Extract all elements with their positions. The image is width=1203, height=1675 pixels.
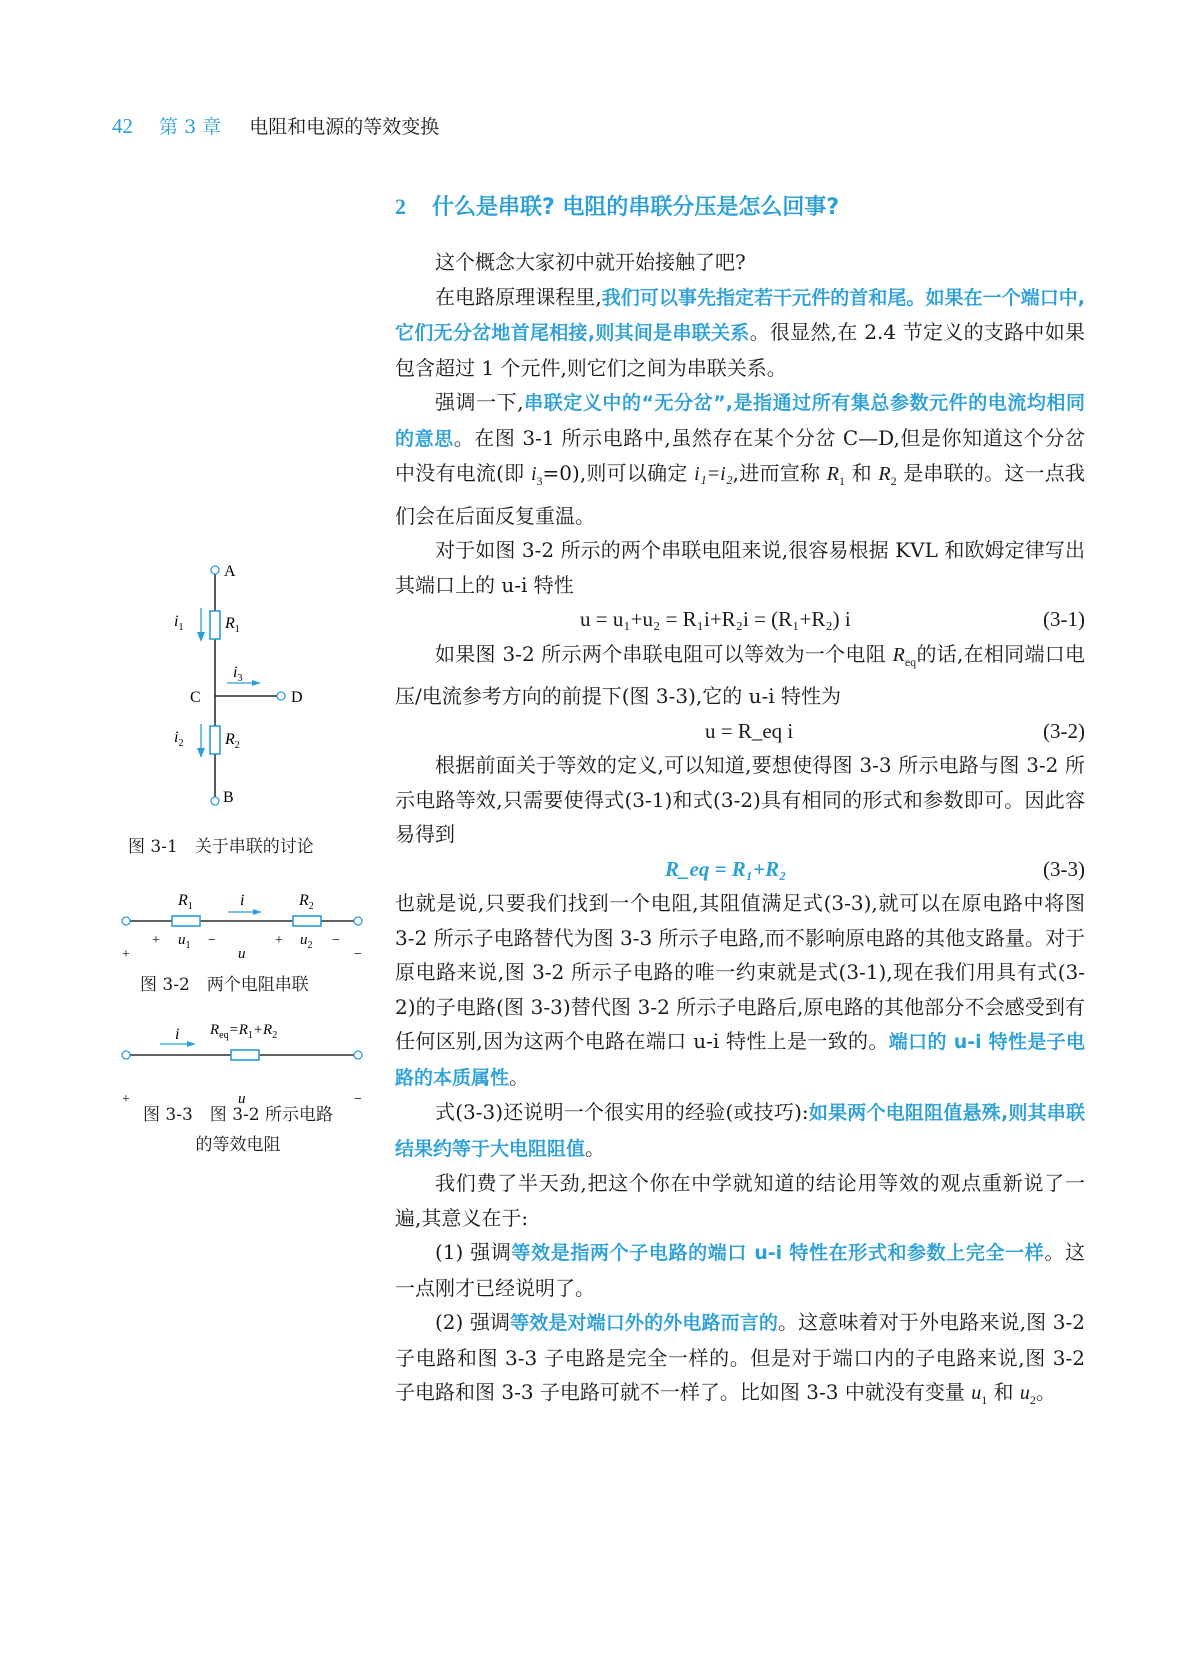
symbol-Req: $R_{eq}$	[892, 643, 917, 669]
figure-3-3-caption-line2: 的等效电阻	[195, 1135, 281, 1155]
section-number: 2	[395, 194, 406, 219]
highlight-text: 端口的 u-i 特性是子电路的本质属性	[395, 1031, 1086, 1089]
label-R2: $R_2$	[225, 731, 240, 751]
symbol-i3: $i_3$	[530, 463, 543, 488]
equation-tag: (3-1)	[1043, 607, 1085, 631]
label-i3: $i_3$	[233, 664, 243, 684]
terminal-right	[354, 1051, 362, 1059]
minus-u2: −	[332, 933, 340, 948]
label-u: u	[238, 1091, 246, 1107]
terminal-left	[122, 917, 130, 925]
minus-u: −	[354, 1092, 362, 1107]
figure-3-2-caption: 图 3-2 两个电阻串联	[140, 975, 309, 995]
paragraph-6: 根据前面关于等效的定义,可以知道,要想使得图 3-3 所示电路与图 3-2 所示电路等效,只需要使得式(3-1)和式(3-2)具有相同的形式和参数即可。因此容易得到	[395, 753, 1085, 846]
text-run: 。很显然,在 2.4 节定义的支路中如果包含超过 1 个元件,则它们之间为串联关系。	[395, 320, 1085, 380]
text-run: 。	[585, 1135, 606, 1160]
chapter-label: 第 3 章	[159, 116, 222, 138]
equation-body: u = u₁+u₂ = R₁i+R₂i = (R₁+R₂) i	[580, 607, 851, 631]
text-run: 的话,在相同端口电压/电流参考方向的前提下(图 3-3),它的 u-i 特性为	[395, 641, 1086, 708]
label-R1: $R_1$	[178, 892, 193, 912]
arrow-i1-head	[197, 632, 205, 642]
terminal-left	[122, 1051, 130, 1059]
resistor-R1	[210, 611, 220, 639]
text-run: 。在图 3-1 所示电路中,虽然存在某个分岔 C—D,但是你知道这个分岔中没有电流(即	[395, 425, 1085, 485]
equation-body: u = R_eq i	[705, 718, 794, 743]
label-i: i	[240, 892, 245, 909]
label-R1: $R_1$	[225, 615, 240, 635]
equation-tag: (3-3)	[1043, 856, 1085, 881]
paragraph-3	[395, 385, 1085, 533]
arrow-i3-head	[252, 680, 261, 686]
highlight-text: 如果两个电阻阻值悬殊,则其串联结果约等于大电阻阻值	[395, 1102, 1086, 1160]
text-run: ,进而宣称	[732, 461, 827, 485]
label-i: i	[175, 1026, 180, 1043]
label-u2: $u_2$	[300, 932, 313, 951]
paragraph-1: 这个概念大家初中就开始接触了吧?	[435, 250, 746, 274]
label-C: C	[190, 689, 201, 706]
running-header	[112, 112, 439, 139]
section-heading	[395, 192, 1085, 223]
equation-3-1	[395, 602, 1085, 637]
text-run: 式(3-3)还说明一个很实用的经验(或技巧):	[435, 1100, 809, 1124]
label-B: B	[223, 789, 234, 806]
text-run: (1) 强调	[435, 1240, 512, 1264]
highlight-text: 我们可以事先指定若干元件的首和尾。如果在一个端口中,它们无分岔地首尾相接,则其间是串联关系	[395, 286, 1085, 344]
terminal-D	[277, 692, 285, 700]
text-run: (2) 强调	[435, 1310, 511, 1334]
text-run: 和	[987, 1380, 1020, 1404]
equation-body: R_eq = R₁+R₂	[665, 856, 787, 881]
symbol-u1: $u_1$	[971, 1382, 988, 1407]
arrow-i-head	[187, 1041, 196, 1047]
plus-u2: +	[275, 933, 283, 948]
paragraph-9: 我们费了半天劲,把这个你在中学就知道的结论用等效的观点重新说了一遍,其意义在于:	[395, 1171, 1085, 1230]
symbol-u2: $u_2$	[1019, 1382, 1036, 1407]
minus-u1: −	[208, 933, 216, 948]
main-column	[395, 192, 1085, 1418]
text-run: 强调一下,	[435, 390, 524, 414]
figure-3-3-circuit	[110, 1012, 370, 1112]
figure-3-3-caption-line1: 图 3-3 图 3-2 所示电路	[143, 1105, 333, 1125]
text-run: 。这一点刚才已经说明了。	[395, 1240, 1086, 1300]
text-run: 。	[509, 1064, 530, 1089]
paragraph-10	[395, 1235, 1085, 1305]
text-run: 和	[844, 461, 879, 485]
terminal-A	[211, 566, 219, 574]
text-run: 是串联的。这一点我们会在后面反复重温。	[395, 461, 1086, 528]
arrow-i-head	[253, 909, 262, 915]
resistor-Req	[231, 1050, 259, 1060]
label-u1: $u_1$	[178, 932, 191, 951]
plus-u: +	[122, 947, 130, 960]
label-u: u	[238, 946, 246, 960]
figure-3-1-circuit	[160, 560, 320, 820]
paragraph-8	[395, 1095, 1085, 1166]
label-A: A	[224, 563, 236, 580]
plus-u: +	[122, 1092, 130, 1107]
equation-3-2	[395, 714, 1085, 749]
text-run: 在电路原理课程里,	[435, 284, 602, 309]
chapter-title: 电阻和电源的等效变换	[249, 116, 440, 138]
plus-u1: +	[152, 933, 160, 948]
highlight-text: 等效是对端口外的外电路而言的	[510, 1312, 779, 1334]
equation-tag: (3-2)	[1043, 718, 1085, 743]
terminal-B	[211, 797, 219, 805]
figure-3-1-caption: 图 3-1 关于串联的讨论	[128, 837, 314, 857]
text-run: 如果图 3-2 所示两个串联电阻可以等效为一个电阻	[435, 641, 893, 666]
label-Req-formula: $R_{eq}=R_1+R_2$	[210, 1022, 278, 1041]
highlight-text: 等效是指两个子电路的端口 u-i 特性在形式和参数上完全一样	[511, 1242, 1045, 1264]
equation-3-3	[395, 852, 1085, 887]
resistor-R2	[293, 916, 321, 926]
paragraph-11	[395, 1305, 1085, 1418]
symbol-i1-eq-i2: i₁=i₂	[694, 463, 733, 485]
resistor-R2	[210, 726, 220, 754]
symbol-R2: $R_2$	[878, 463, 897, 488]
figure-3-2-circuit	[110, 880, 370, 960]
paragraph-5	[395, 637, 1085, 714]
page-number: 42	[112, 114, 133, 138]
highlight-text: 串联定义中的“无分岔”,是指通过所有集总参数元件的电流均相同的意思	[395, 392, 1085, 450]
terminal-right	[354, 917, 362, 925]
resistor-R1	[172, 916, 200, 926]
text-run: 也就是说,只要我们找到一个电阻,其阻值满足式(3-3),就可以在原电路中将图 3-2 所示子电路替代为图 3-3 所示子电路,而不影响原电路的其他支路量。对于原电路来说,图 3-2 所示子电路的唯一约束就是式(3-1),现在我们用具有式(3-2)的子电路(图 3-3)替代图 3-2 所示子电路后,原电路的其他部分不会感受到有任何区别,因为这两个电路在端口 u-i 特性上是一致的。	[395, 891, 1085, 1053]
text-run: =0),则可以确定	[542, 461, 695, 485]
paragraph-2	[395, 280, 1085, 386]
label-i1: $i_1$	[174, 613, 184, 633]
text-run: 。	[1035, 1380, 1056, 1404]
text-run: 。这意味着对于外电路来说,图 3-2 子电路和图 3-3 子电路是完全一样的。但是对于端口内的子电路来说,图 3-2 子电路和图 3-3 子电路可就不一样了。比如图 3-3 中就没有变量	[395, 1310, 1086, 1404]
symbol-R1: $R_1$	[826, 463, 845, 488]
arrow-i2-head	[197, 748, 205, 758]
section-title: 什么是串联? 电阻的串联分压是怎么回事?	[432, 195, 840, 220]
paragraph-7	[395, 886, 1085, 1095]
label-D: D	[291, 689, 303, 706]
minus-u: −	[354, 947, 362, 960]
label-R2: $R_2$	[299, 892, 314, 912]
paragraph-4: 对于如图 3-2 所示的两个串联电阻来说,很容易根据 KVL 和欧姆定律写出其端口上的 u-i 特性	[395, 538, 1085, 597]
label-i2: $i_2$	[174, 729, 184, 749]
